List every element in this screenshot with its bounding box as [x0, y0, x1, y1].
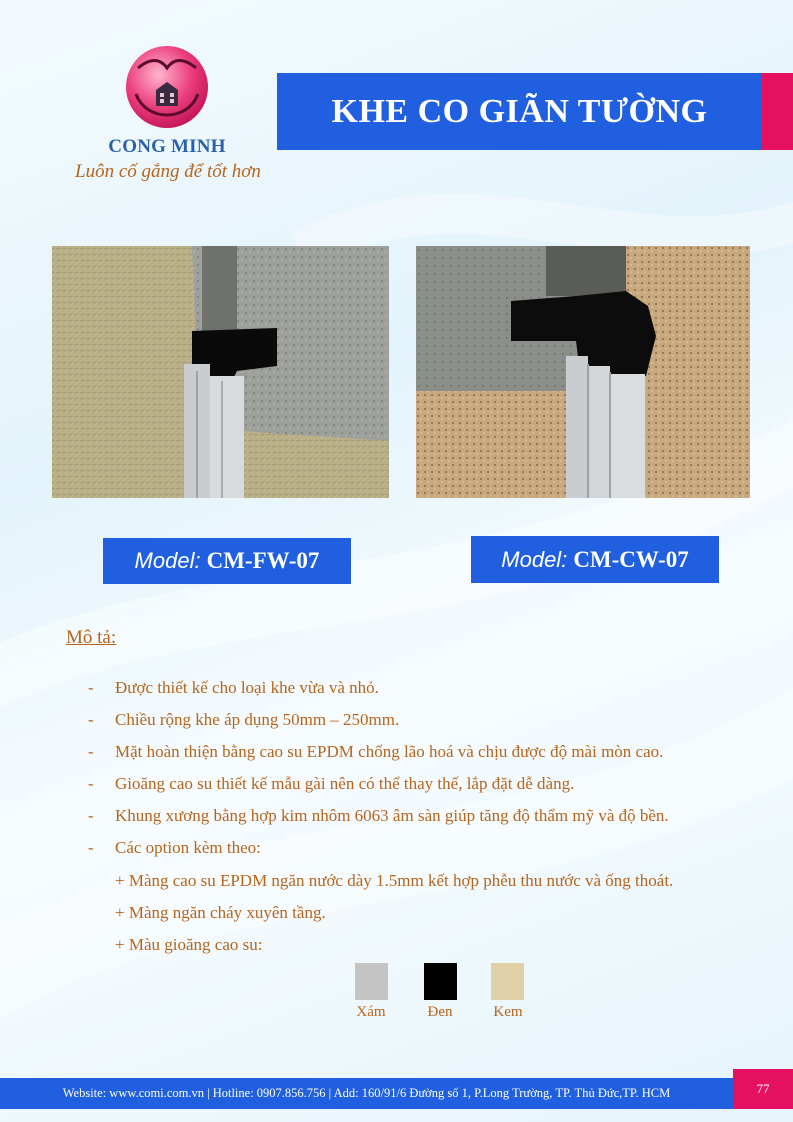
option-item-text: + Màng cao su EPDM ngăn nước dày 1.5mm kết hợp phễu thu nước và ống thoát.: [115, 871, 674, 890]
product-photo-fw07: [52, 246, 389, 498]
list-item-text: Được thiết kế cho loại khe vừa và nhỏ.: [115, 678, 379, 697]
title-accent-bar: [762, 73, 793, 150]
color-swatch-cream: [491, 963, 524, 1000]
product-photo-cw07: [416, 246, 750, 498]
list-item-text: Chiều rộng khe áp dụng 50mm – 250mm.: [115, 710, 400, 729]
list-item-text: Khung xương bằng hợp kim nhôm 6063 âm sàn giúp tăng độ thẩm mỹ và độ bền.: [115, 806, 669, 825]
list-item-text: Gioăng cao su thiết kế mẫu gài nên có thể thay thế, lắp đặt dễ dàng.: [115, 774, 575, 793]
footer-contact: Website: www.comi.com.vn | Hotline: 0907.856.756 | Add: 160/91/6 Đường số 1, P.Long Trường, TP. Thủ Đức,TP. HCM: [0, 1078, 733, 1109]
option-item-text: + Màng ngăn cháy xuyên tầng.: [115, 903, 326, 922]
color-label-gray: Xám: [356, 1004, 386, 1020]
brand-name: CONG MINH: [108, 136, 226, 157]
model-label-right: [471, 536, 719, 583]
page-title: KHE CO GIÃN TƯỜNG: [277, 73, 762, 150]
color-swatch-black: [424, 963, 457, 1000]
company-logo: [124, 44, 210, 130]
model-label-left: [103, 538, 351, 584]
description-heading: Mô tả:: [66, 627, 117, 648]
option-item-text: + Màu gioăng cao su:: [115, 935, 263, 954]
color-swatch-gray: [355, 963, 388, 1000]
color-label-cream: Kem: [493, 1004, 523, 1020]
page-number: 77: [733, 1069, 793, 1109]
list-item-text: Các option kèm theo:: [115, 838, 261, 857]
color-label-black: Đen: [427, 1004, 453, 1020]
list-item-text: Mặt hoàn thiện bằng cao su EPDM chống lão hoá và chịu được độ mài mòn cao.: [115, 742, 664, 761]
model-prefix: Model:: [501, 546, 568, 572]
model-prefix: Model:: [134, 548, 201, 573]
model-code: CM-CW-07: [573, 546, 689, 572]
brand-slogan: Luôn cố gắng để tốt hơn: [75, 161, 261, 182]
model-code: CM-FW-07: [206, 548, 320, 573]
